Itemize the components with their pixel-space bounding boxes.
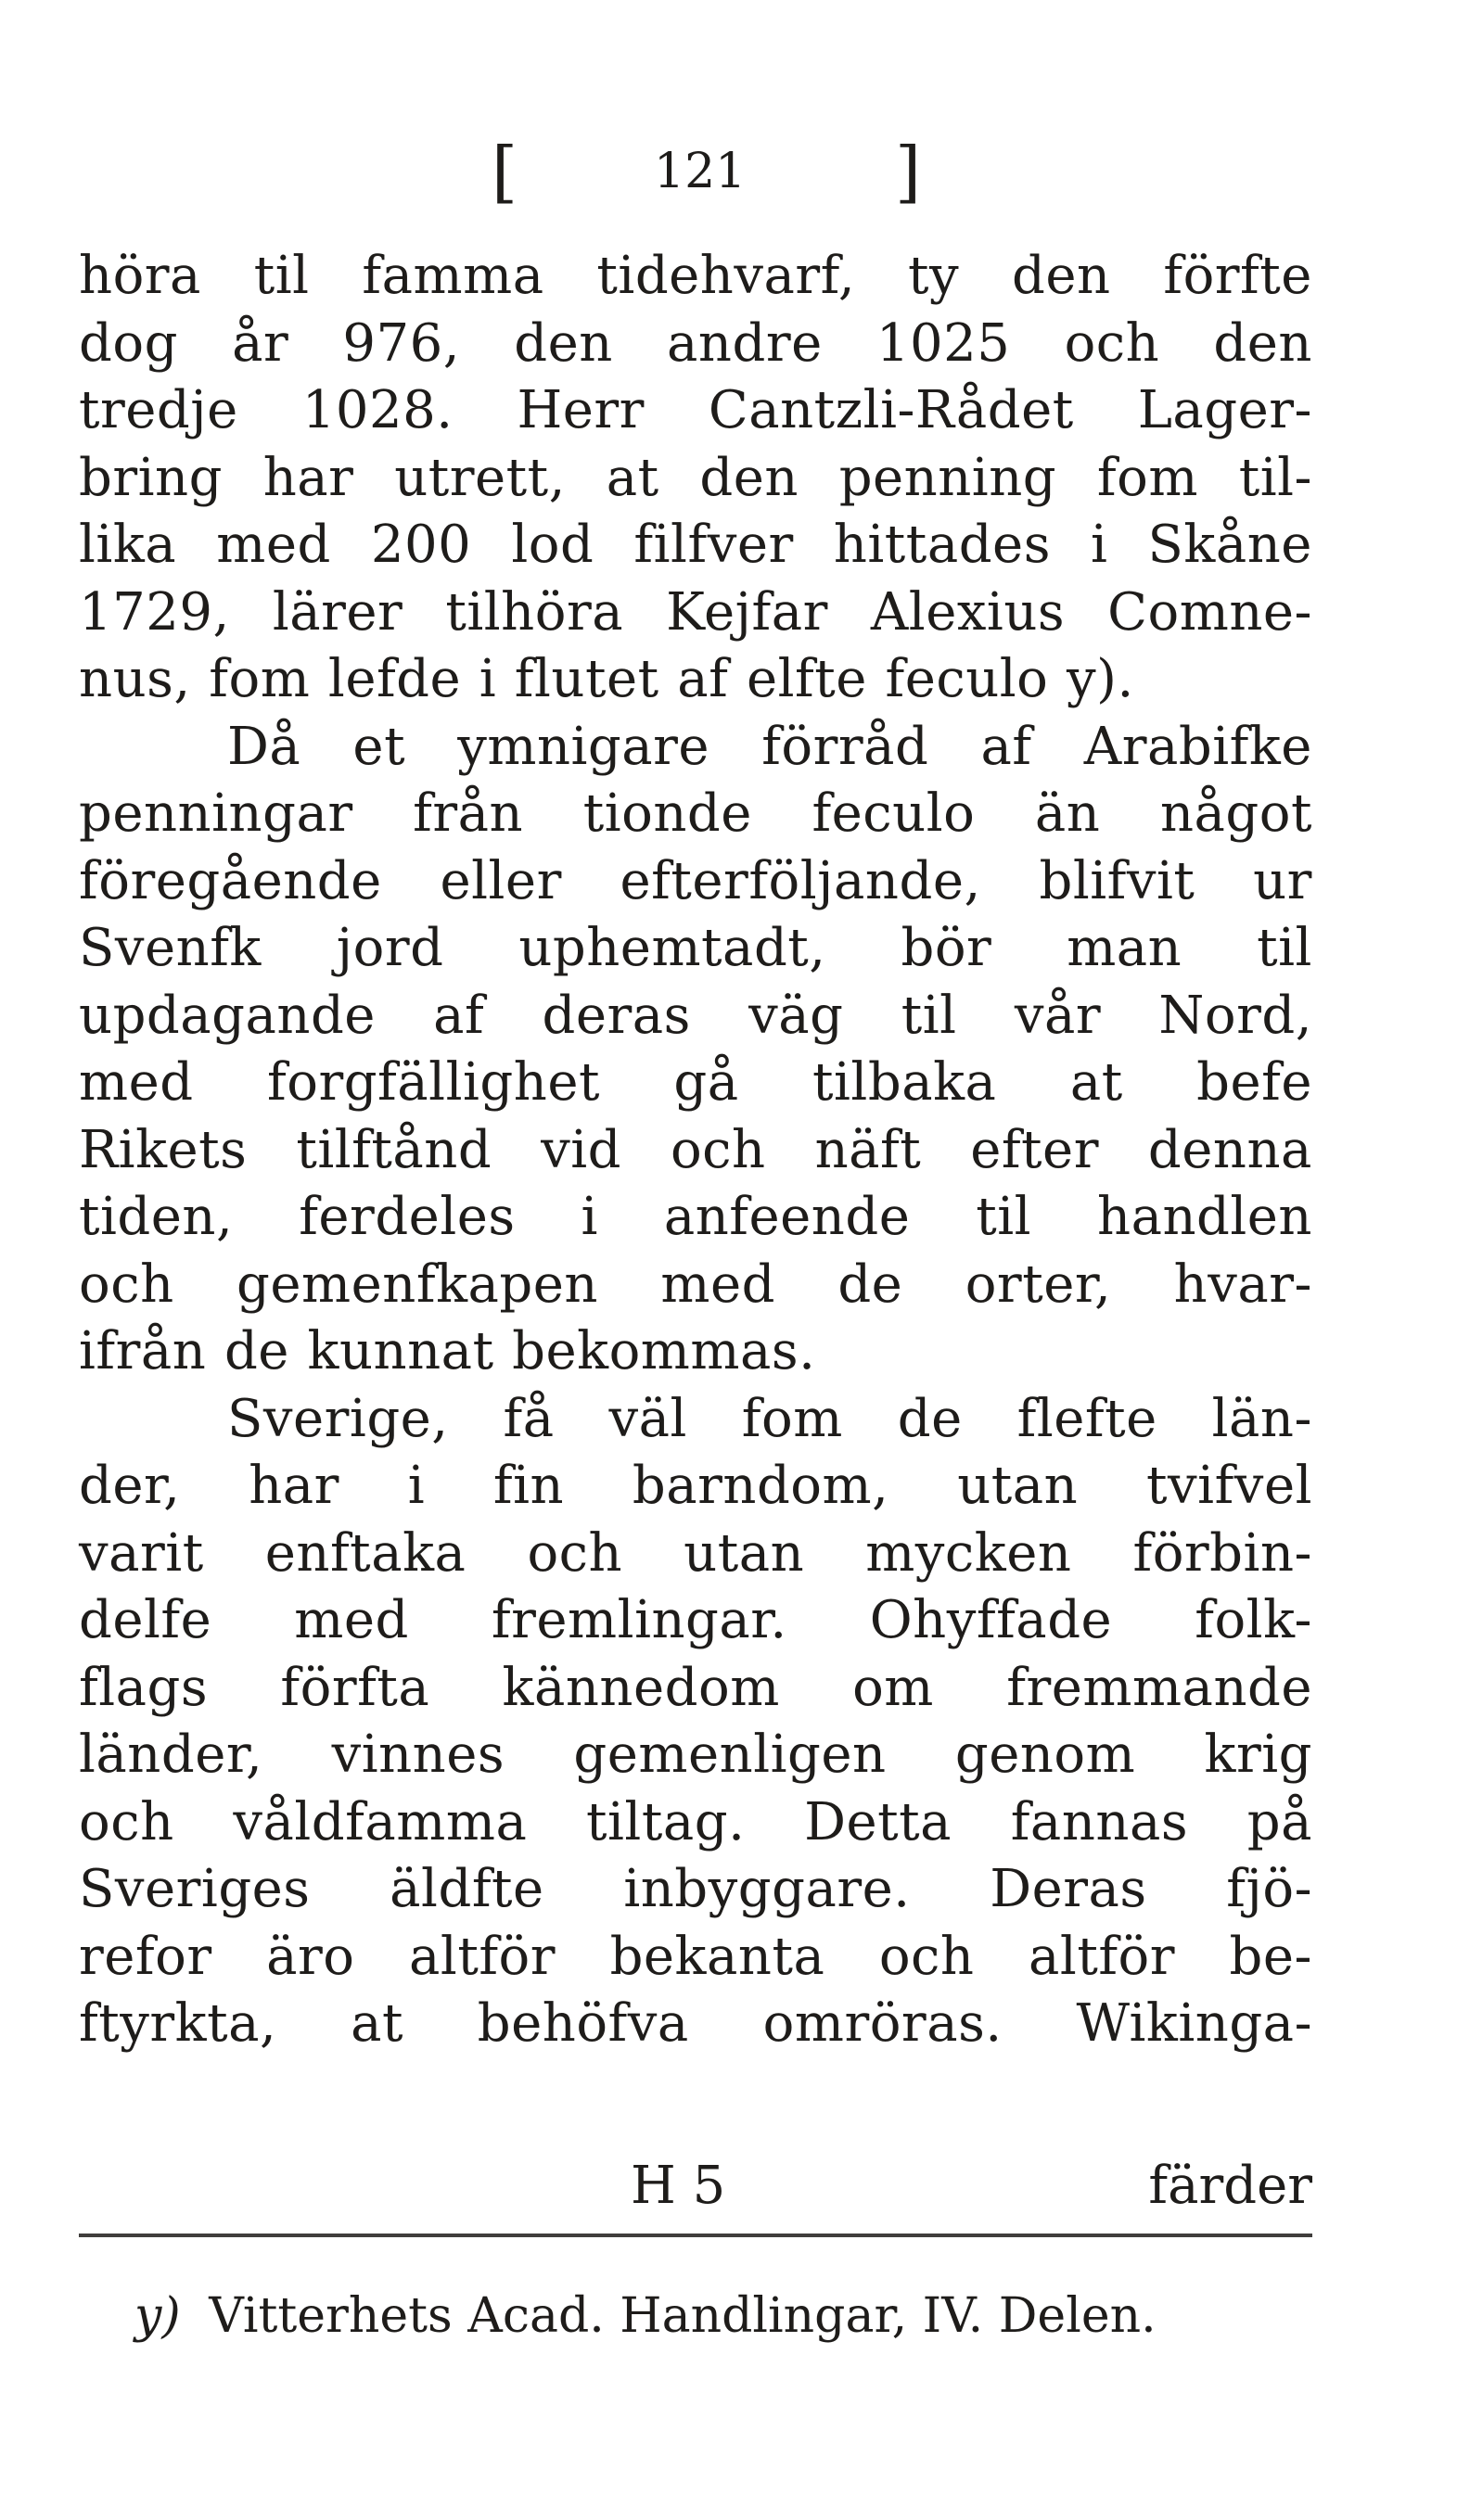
body-text (79, 243, 1312, 2058)
page-footer (79, 2153, 1312, 2220)
text-line: ftyrkta, at behöfva omröras. Wikinga- (79, 1993, 1312, 2054)
footnote (134, 2279, 1312, 2353)
text-line: bring har utrett, at den penning fom til- (79, 447, 1312, 508)
text-line: länder, vinnes gemenligen genom krig (79, 1725, 1312, 1785)
text-line: Svenfk jord uphemtadt, bör man til (79, 918, 1312, 978)
text-line: flags förfta kännedom om fremmande (79, 1657, 1312, 1718)
text-line: föregående eller efterföljande, blifvit ur (79, 850, 1312, 911)
text-line: nus, fom lefde i flutet af elfte feculo y). (79, 649, 1134, 709)
text-line: Sverige, få väl fom de flefte län- (227, 1388, 1312, 1449)
text-line: och våldfamma tiltag. Detta fannas på (79, 1791, 1312, 1852)
text-line: 1729, lärer tilhöra Kejfar Alexius Comne- (79, 581, 1312, 643)
text-line: delfe med fremlingar. Ohyffade folk- (79, 1590, 1312, 1650)
text-line: updagande af deras väg til vår Nord, (79, 985, 1312, 1046)
text-line: refor äro altför bekanta och altför be- (79, 1926, 1312, 1987)
catchword: färder (1148, 2156, 1312, 2216)
footnote-rule (79, 2234, 1312, 2242)
text-line: Då et ymnigare förråd af Arabifke (227, 716, 1312, 777)
text-line: Sveriges äldfte inbyggare. Deras fjö- (79, 1859, 1312, 1919)
text-line: penningar från tionde feculo än något (79, 783, 1312, 844)
text-line: der, har i fin barndom, utan tvifvel (79, 1456, 1312, 1516)
text-line: lika med 200 lod filfver hittades i Skåne (79, 515, 1312, 575)
footnote-marker: y) (134, 2288, 181, 2344)
text-line: höra til famma tidehvarf, ty den förfte (79, 246, 1312, 306)
text-line: Rikets tilftånd vid och näft efter denna (79, 1119, 1312, 1180)
footnote-text: Vitterhets Acad. Handlingar, IV. Delen. (209, 2288, 1157, 2344)
text-line: tredje 1028. Herr Cantzli-Rådet Lager- (79, 380, 1312, 440)
text-line: dog år 976, den andre 1025 och den (79, 312, 1312, 374)
signature-mark: H 5 (631, 2156, 726, 2216)
text-line: ifrån de kunnat bekommas. (79, 1321, 816, 1381)
header-bracket-left: [ (492, 133, 518, 210)
page-number: 121 (654, 144, 747, 199)
header-bracket-right: ] (895, 133, 922, 210)
text-line: tiden, ferdeles i anfeende til handlen (79, 1187, 1312, 1247)
text-line: varit enftaka och utan mycken förbin- (79, 1522, 1312, 1584)
text-line: och gemenfkapen med de orter, hvar- (79, 1254, 1312, 1315)
text-line: med forgfällighet gå tilbaka at befe (79, 1052, 1312, 1113)
page-header (473, 121, 955, 223)
